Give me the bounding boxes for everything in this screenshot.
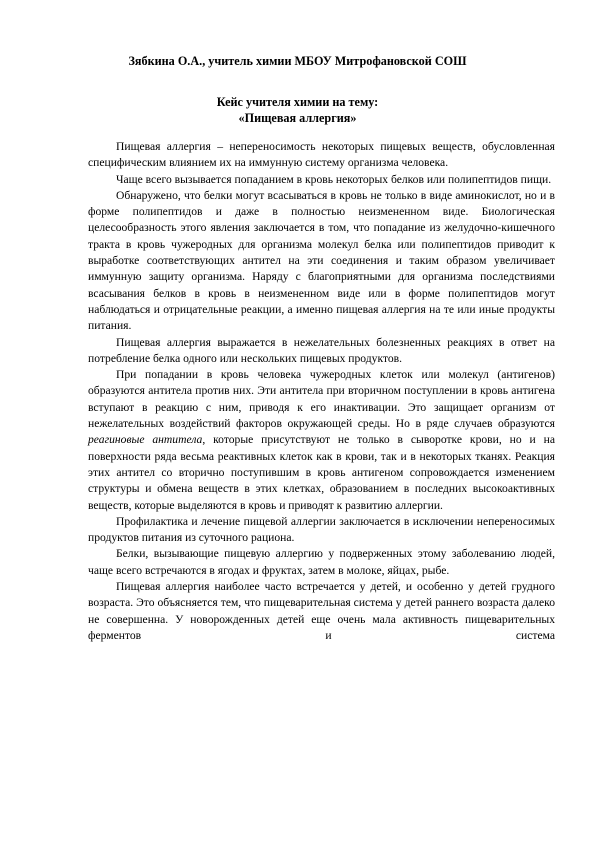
title-line-2: «Пищевая аллергия» [238, 111, 357, 125]
author-line: Зябкина О.А., учитель химии МБОУ Митрофановской СОШ [128, 54, 467, 68]
title-line-1: Кейс учителя химии на тему: [216, 95, 379, 109]
paragraph-antibodies [88, 367, 555, 514]
paragraph-children: Пищевая аллергия наиболее часто встречается у детей, и особенно у детей грудного возраста. Это объясняется тем, что пищеварительная система у детей раннего возраста далеко не совершенна. У новорожденных детей еще очень мала активность пищеварительных ферментов и система [88, 580, 555, 642]
antibodies-text-b: , которые присутствуют не только в сыворотке крови, но и на поверхности ряда весьма реактивных клеток как в крови, так и в некоторых тканях. Реакция этих антител со вторично поступившим в кровь антигеном сопровождается изменением структуры и обмена веществ в этих клетках, образованием в последних высокоактивных веществ, которые выделяются в кровь и приводят к развитию аллергии. [88, 433, 555, 512]
paragraph-definition: Пищевая аллергия – непереносимость некоторых пищевых веществ, обусловленная специфическим влиянием их на иммунную систему организма человека. [88, 140, 555, 170]
paragraph-absorption: Обнаружено, что белки могут всасываться в кровь не только в виде аминокислот, но и в форме полипептидов и даже в полностью неизмененном виде. Биологическая целесообразность этого явления заключается в том, что попадание из желудочно-кишечного тракта в кровь чужеродных для организма молекул белка или полипептидов приводит к выработке соответствующих антител на эти соединения и таким образом увеличивает иммунную защиту организма. Наряду с благоприятными для организма последствиями всасывания белков в кровь в неизмененном виде или в форме полипептидов могут наблюдаться и отрицательные реакции, а именно пищевая аллергия на те или иные продукты питания. [88, 188, 555, 333]
paragraph-cause: Чаще всего вызывается попаданием в кровь некоторых белков или полипептидов пищи. [116, 172, 552, 186]
paragraph-prevention: Профилактика и лечение пищевой аллергии заключается в исключении непереносимых продуктов питания из суточного рациона. [88, 514, 555, 545]
document-body [88, 139, 555, 644]
paragraph-manifestation: Пищевая аллергия выражается в нежелательных болезненных реакциях в ответ на потребление белка одного или нескольких пищевых продуктов. [88, 335, 555, 365]
antibodies-term: реагиновые антитела [88, 433, 203, 447]
antibodies-text-a: При попадании в кровь человека чужеродных клеток или молекул (антигенов) образуются антитела против них. Эти антитела при вторичном поступлении в кровь антигена вступают в реакцию с ним, приводя к его инактивации. Это защищает организм от нежелательных воздействий факторов окружающей среды. Но в ряде случаев образуются [88, 368, 555, 431]
paragraph-allergens: Белки, вызывающие пищевую аллергию у подверженных этому заболеванию людей, чаще всего встречаются в ягодах и фруктах, затем в молоке, яйцах, рыбе. [88, 547, 555, 577]
